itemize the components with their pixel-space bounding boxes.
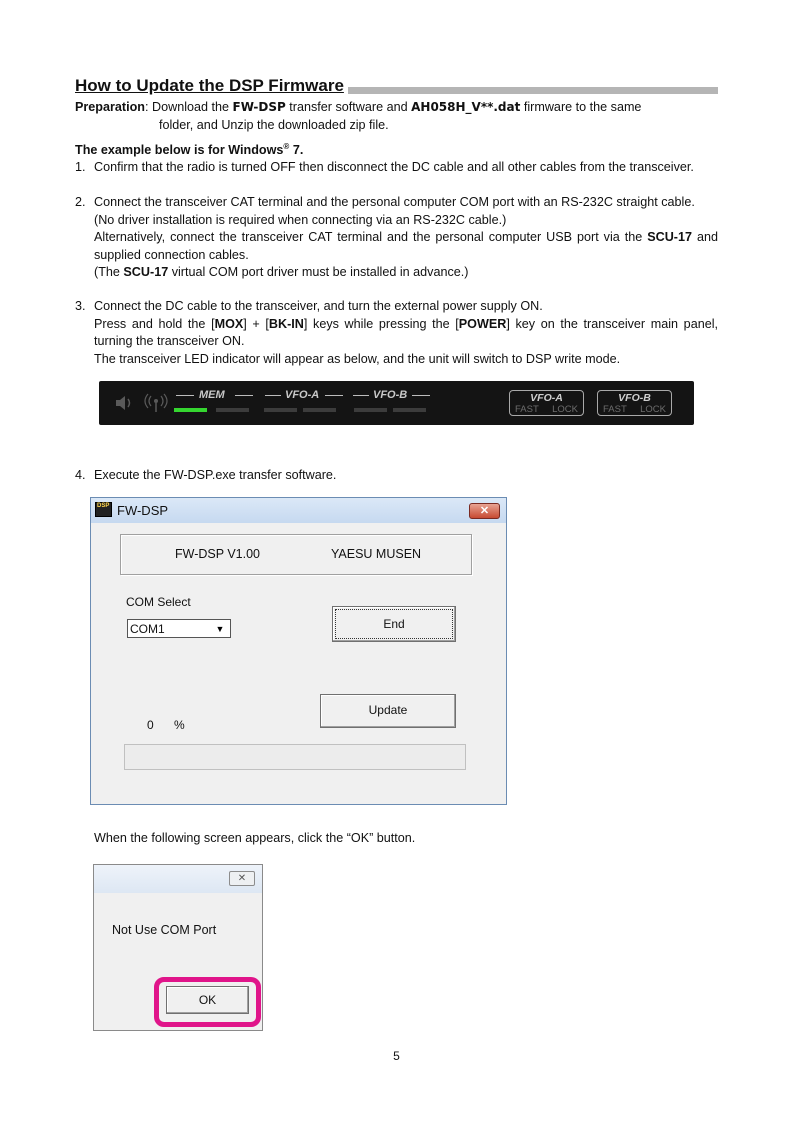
preparation-label: Preparation	[75, 100, 145, 114]
update-button[interactable]: Update	[320, 694, 456, 728]
antenna-icon	[143, 392, 169, 414]
dropdown-arrow-icon[interactable]: ▼	[215, 624, 225, 634]
message-dialog	[93, 864, 263, 1031]
window-titlebar	[91, 498, 506, 523]
vendor-label: YAESU MUSEN	[331, 547, 422, 561]
led-vfo-a-label: VFO-A	[285, 389, 320, 401]
version-info-box	[120, 534, 472, 575]
led-bar	[354, 408, 387, 412]
led-mem-label: MEM	[199, 389, 225, 401]
window-title: FW-DSP	[117, 503, 169, 518]
dialog-titlebar	[94, 865, 262, 893]
vfo-a-button: VFO-A FAST LOCK	[509, 390, 584, 416]
example-heading: The example below is for Windows® 7.	[75, 142, 304, 158]
led-bar	[393, 408, 426, 412]
progress-percent-value: 0	[147, 718, 154, 732]
led-bar	[303, 408, 336, 412]
com-select-dropdown[interactable]: COM1 ▼	[127, 619, 231, 638]
ok-button[interactable]: OK	[166, 986, 249, 1014]
step-2: 2. Connect the transceiver CAT terminal and the personal computer COM port with an RS-232C straight cable. (No driver installation is required when connecting via an RS-232C cable.) Alternatively, connect the transceiver CAT terminal and the personal computer USB port via the SCU-17 and supplied connection cables. (The SCU-17 virtual COM port driver must be installed in advance.)	[75, 195, 718, 279]
page-number: 5	[393, 1049, 400, 1063]
progress-percent-unit: %	[174, 718, 185, 732]
led-bar	[264, 408, 297, 412]
led-dash	[325, 395, 343, 396]
vfo-b-button: VFO-B FAST LOCK	[597, 390, 672, 416]
step-1: 1. Confirm that the radio is turned OFF then disconnect the DC cable and all other cables from the transceiver.	[75, 160, 694, 174]
end-button[interactable]: End	[332, 606, 456, 642]
preparation-line-1: Preparation: Download the FW-DSP transfer software and AH058H_V**.dat firmware to the same	[75, 100, 642, 114]
software-name: FW-DSP	[232, 100, 286, 114]
dsp-app-icon: DSP	[95, 502, 112, 517]
led-vfo-b-label: VFO-B	[373, 389, 408, 401]
page-title: How to Update the DSP Firmware	[75, 76, 348, 95]
preparation-line-2: folder, and Unzip the downloaded zip file.	[159, 118, 389, 132]
version-label: FW-DSP V1.00	[175, 547, 260, 561]
firmware-name: AH058H_V**.dat	[411, 100, 521, 114]
led-bar-lit	[174, 408, 207, 412]
led-dash	[176, 395, 194, 396]
led-dash	[353, 395, 369, 396]
dialog-close-button[interactable]: ✕	[229, 871, 255, 886]
section-heading	[75, 76, 718, 96]
fw-dsp-window	[90, 497, 507, 805]
ok-instruction: When the following screen appears, click the “OK” button.	[94, 831, 416, 845]
dialog-message: Not Use COM Port	[112, 923, 217, 937]
step-4: 4. Execute the FW-DSP.exe transfer software.	[75, 468, 337, 482]
led-dash	[412, 395, 430, 396]
led-bar	[216, 408, 249, 412]
led-indicator-panel	[99, 381, 694, 425]
step-3: 3. Connect the DC cable to the transceiver, and turn the external power supply ON. Press and hold the [MOX] + [BK-IN] keys while pressing the [POWER] key on the transceiver main panel, turning the transceiver ON. The transceiver LED indicator will appear as below, and the unit will switch to DSP write mode.	[75, 299, 718, 366]
led-dash	[265, 395, 281, 396]
com-select-label: COM Select	[126, 595, 191, 609]
progress-bar	[124, 744, 466, 770]
speaker-icon	[113, 393, 135, 413]
led-dash	[235, 395, 253, 396]
close-button[interactable]: ✕	[469, 503, 500, 519]
